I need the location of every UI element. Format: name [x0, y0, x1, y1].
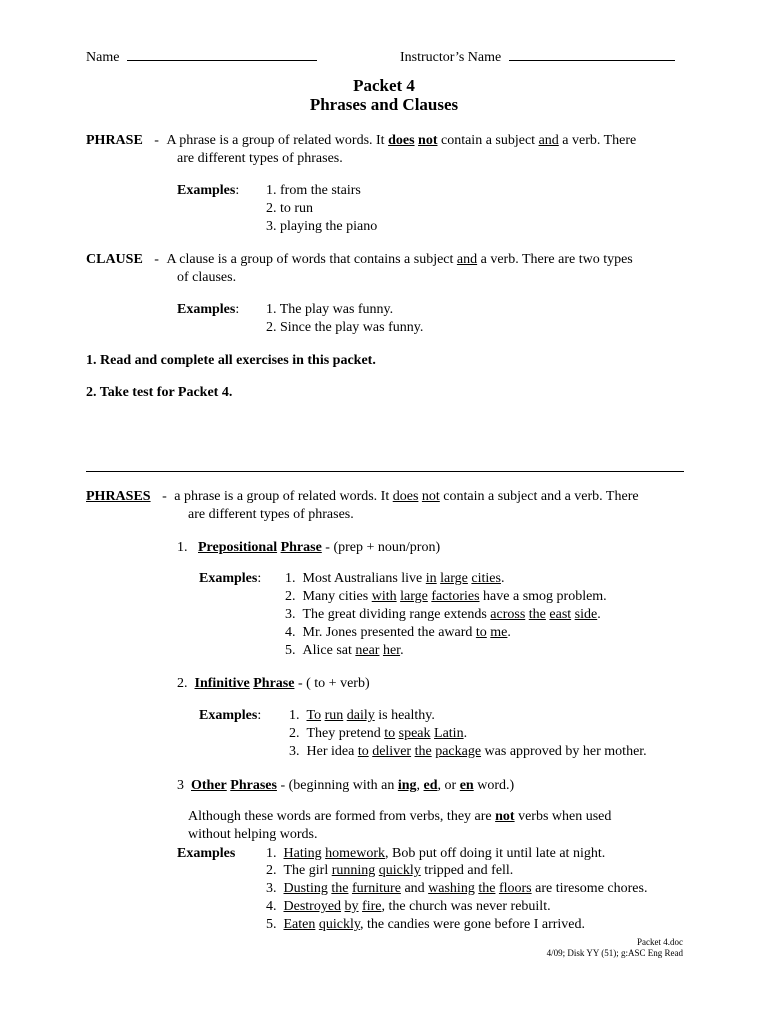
list-item: 4. Destroyed by fire, the church was never rebuilt. — [266, 899, 551, 914]
list-item: 3. Dusting the furniture and washing the floors are tiresome chores. — [266, 881, 648, 896]
page-subtitle: Phrases and Clauses — [309, 95, 459, 114]
other-paragraph-line2: without helping words. — [188, 827, 318, 842]
phrases-definition-line2: are different types of phrases. — [188, 507, 354, 522]
list-item: 5. Eaten quickly, the candies were gone before I arrived. — [266, 917, 586, 932]
examples-label: Examples: — [199, 571, 262, 586]
other-heading: 3 Other Phrases - (beginning with an ing, ed, or en word.) — [177, 778, 515, 793]
phrase-definition-line2: are different types of phrases. — [177, 151, 343, 166]
list-item: 1. Most Australians live in large cities. — [285, 571, 505, 586]
footer-filename: Packet 4.doc — [637, 937, 683, 947]
list-item: 1. The play was funny. — [266, 302, 394, 317]
examples-label: Examples: — [177, 302, 240, 317]
clause-definition: CLAUSE - A clause is a group of words that contains a subject and a verb. There are two types — [86, 252, 633, 267]
phrases-term: PHRASES — [86, 489, 151, 504]
examples-label: Examples: — [177, 183, 240, 198]
phrase-definition: PHRASE - A phrase is a group of related words. It does not contain a subject and a verb. There — [86, 133, 637, 148]
list-item: 3. Her idea to deliver the package was approved by her mother. — [289, 744, 647, 759]
clause-definition-line2: of clauses. — [177, 270, 237, 285]
instructor-field-row — [400, 46, 675, 67]
instructor-label: Instructor’s Name — [400, 50, 502, 65]
examples-label: Examples: — [199, 708, 262, 723]
page-title: Packet 4 — [353, 76, 415, 95]
name-label: Name — [86, 50, 120, 65]
list-item: 2. to run — [266, 201, 314, 216]
list-item: 2. The girl running quickly tripped and fell. — [266, 863, 514, 878]
name-field-row — [86, 46, 317, 67]
name-blank-line — [127, 46, 317, 61]
list-item: 1. Hating homework, Bob put off doing it until late at night. — [266, 846, 606, 861]
instruction-item: 1. Read and complete all exercises in this packet. — [86, 353, 376, 368]
instruction-item: 2. Take test for Packet 4. — [86, 385, 233, 400]
list-item: 1. To run daily is healthy. — [289, 708, 435, 723]
list-item: 3. playing the piano — [266, 219, 378, 234]
infinitive-heading: 2. Infinitive Phrase - ( to + verb) — [177, 676, 370, 691]
examples-label: Examples — [177, 846, 236, 861]
list-item: 3. The great dividing range extends across the east side. — [285, 607, 601, 622]
phrases-definition: PHRASES - a phrase is a group of related words. It does not contain a subject and a verb. There — [86, 489, 639, 504]
prepositional-heading: 1. Prepositional Phrase - (prep + noun/pron) — [177, 540, 441, 555]
list-item: 2. They pretend to speak Latin. — [289, 726, 468, 741]
list-item: 5. Alice sat near her. — [285, 643, 404, 658]
clause-term: CLAUSE — [86, 252, 143, 267]
phrase-term: PHRASE — [86, 133, 143, 148]
instructor-blank-line — [509, 46, 675, 61]
list-item: 1. from the stairs — [266, 183, 361, 198]
list-item: 4. Mr. Jones presented the award to me. — [285, 625, 511, 640]
footer-disk-info: 4/09; Disk YY (51); g:ASC Eng Read — [546, 948, 683, 958]
list-item: 2. Many cities with large factories have a smog problem. — [285, 589, 607, 604]
other-paragraph: Although these words are formed from verbs, they are not verbs when used — [188, 809, 612, 824]
list-item: 2. Since the play was funny. — [266, 320, 424, 335]
section-divider — [86, 471, 684, 472]
